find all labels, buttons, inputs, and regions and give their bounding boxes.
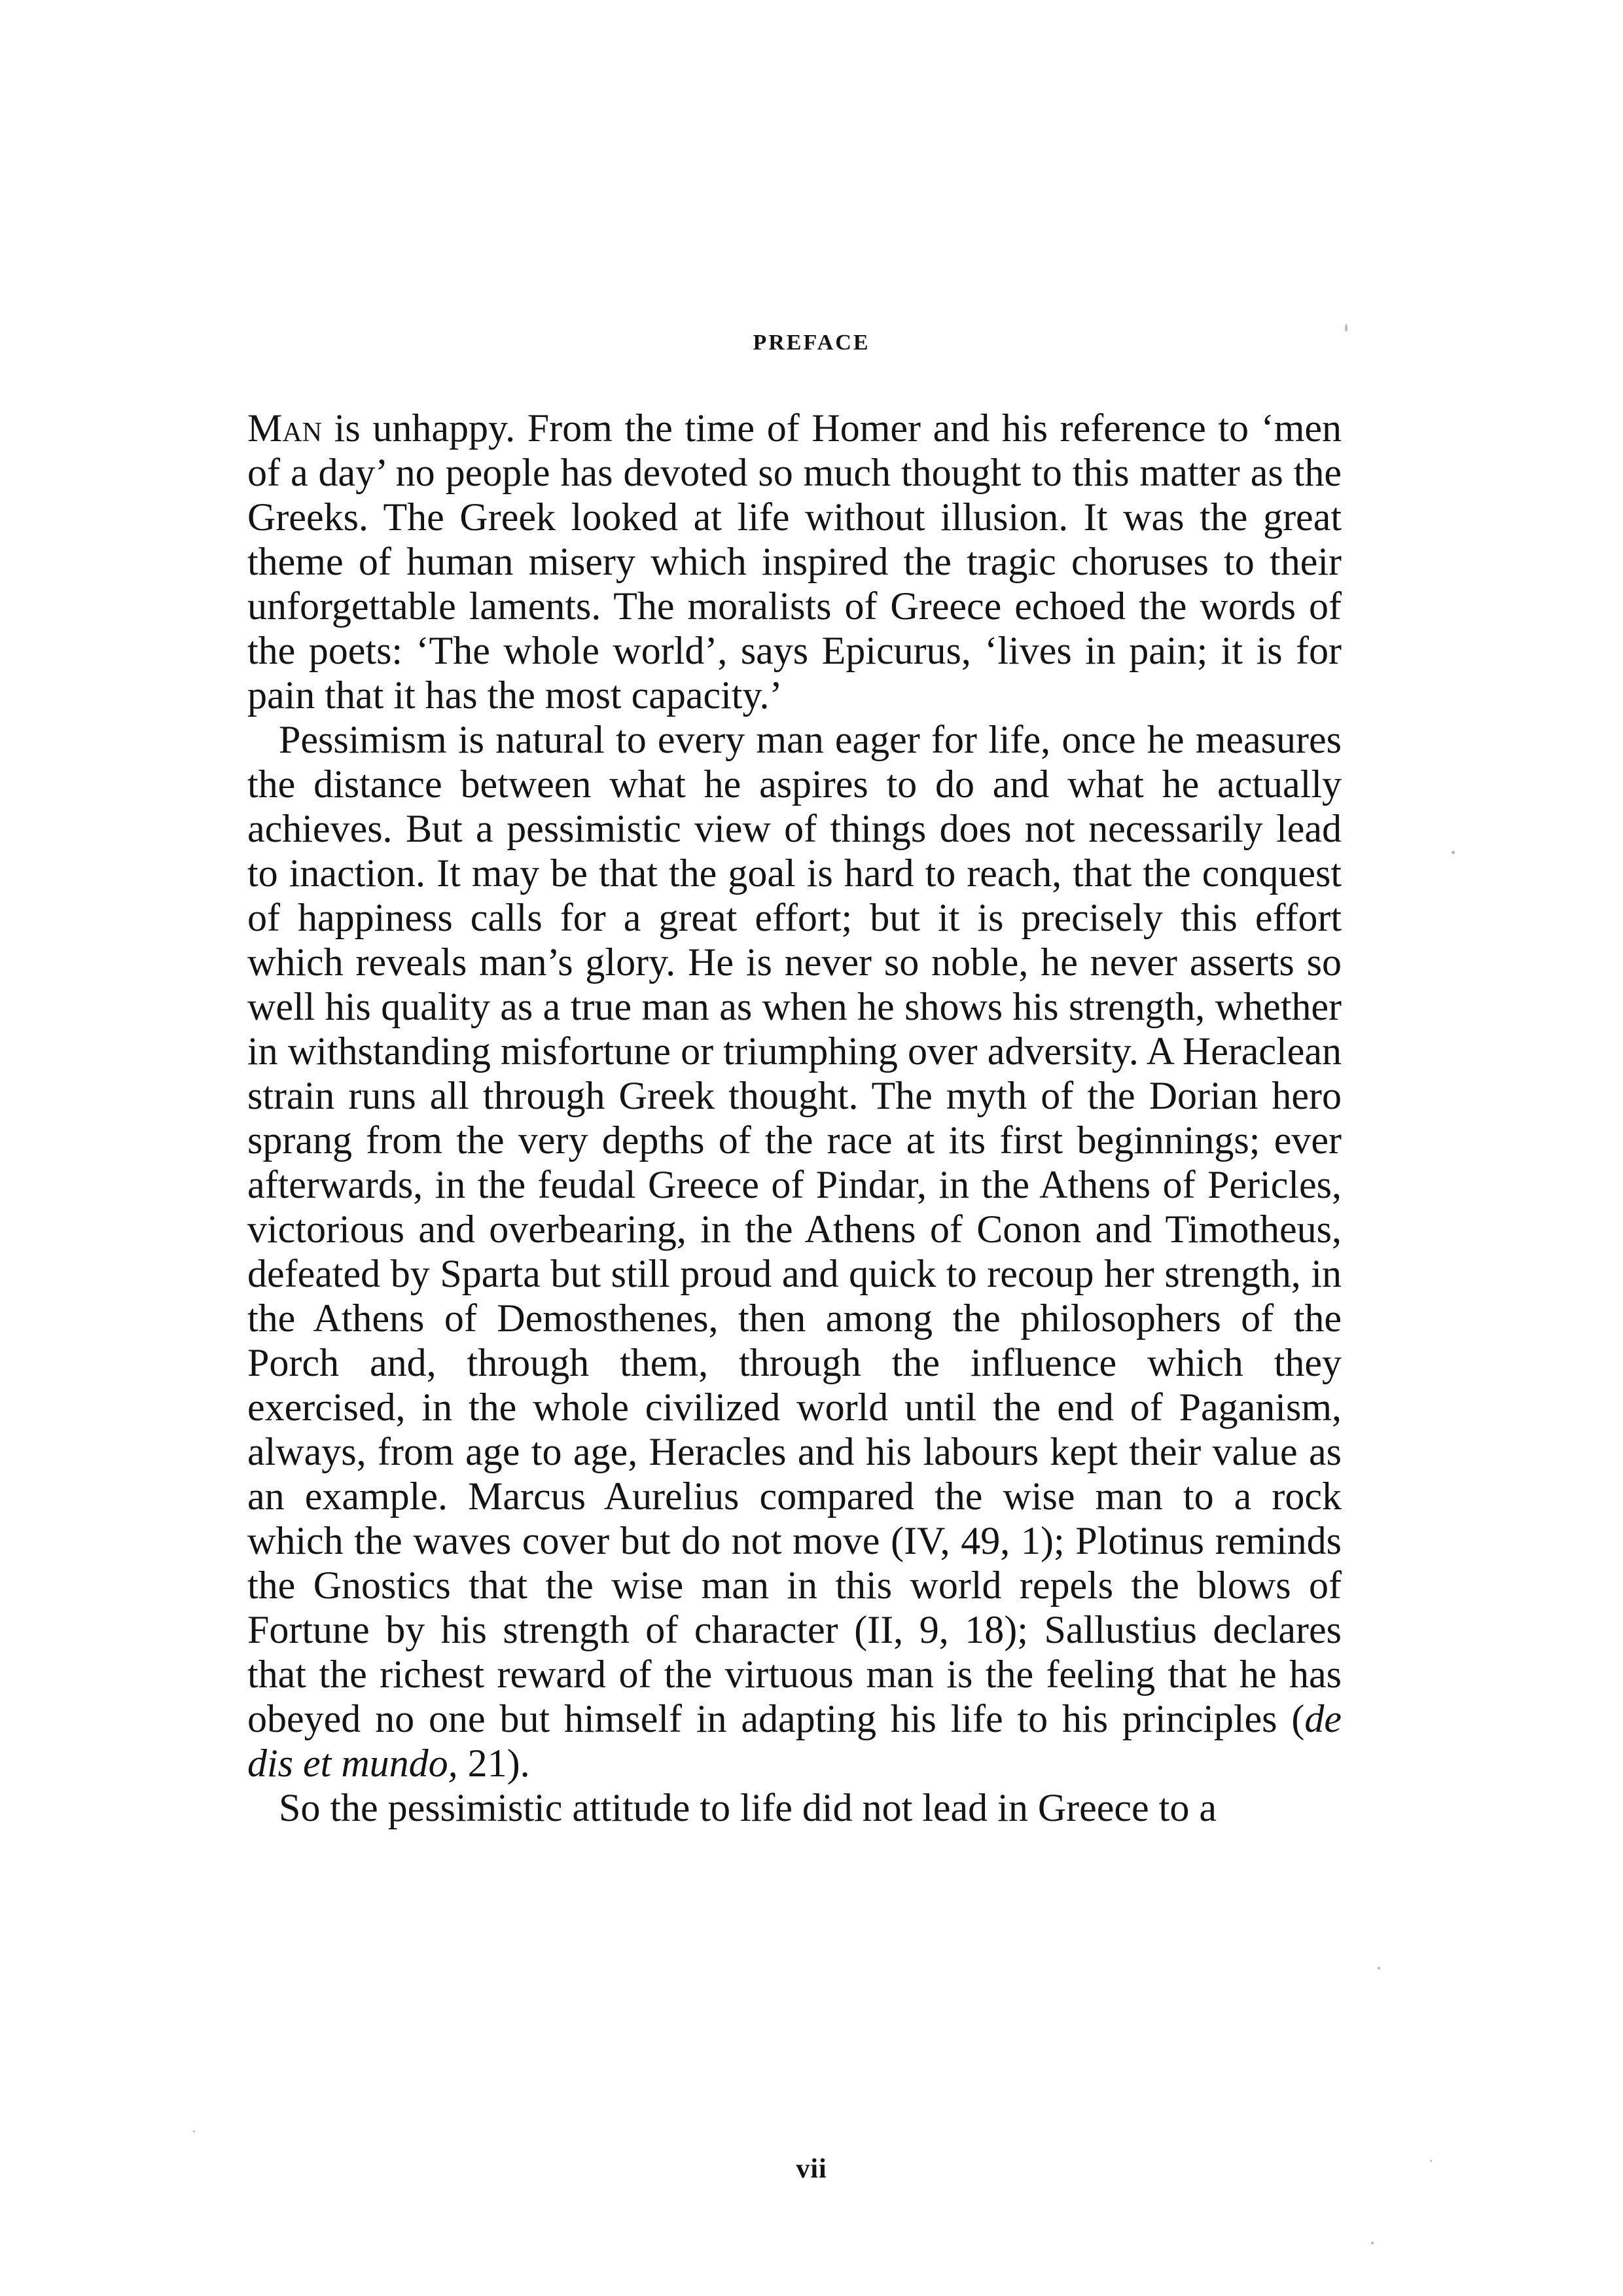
paragraph-2-text: Pessimism is natural to every man eager for life, once he measures the distance between what he aspires to do and what he actually achieves. But a pessimistic view of things does not necessarily lead to inaction. It may be that the goal is hard to reach, that the conquest of happiness calls for a great effort; but it is precisely this effort which reveals man’s glory. He is never so noble, he never asserts so well his quality as a true man as when he shows his strength, whether in withstanding misfortune or triumphing over adversity. A Heraclean strain runs all through Greek thought. The myth of the Dorian hero sprang from the very depths of the race at its first beginnings; ever afterwards, in the feudal Greece of Pindar, in the Athens of Pericles, victorious and overbearing, in the Athens of Conon and Timotheus, defeated by Sparta but still proud and quick to recoup her strength, in the Athens of Demosthenes, then among the philosophers of the Porch and, through them, through the influence which they exercised, in the whole civilized world until the end of Paganism, always, from age to age, Heracles and his labours kept their value as an example. Marcus Aurelius compared the wise man to a rock which the waves cover but do not move (IV, 49, 1); Plotinus reminds the Gnostics that the wise man in this world repels the blows of Fortune by his strength of character (II, 9, 18); Sallustius declares that the richest reward of the virtuous man is the feeling that he has obeyed no one but himself in adapting his life to his principles ( (247, 718, 1342, 1740)
paragraph-1-text: is unhappy. From the time of Homer and his reference to ‘men of a day’ no people has devoted so much thought to this matter as the Greeks. The Greek looked at life without illusion. It was the great theme of human misery which inspired the tragic choruses to their unforgettable laments. The moralists of Greece echoed the words of the poets: ‘The whole world’, says Epicurus, ‘lives in pain; it is for pain that it has the most capacity.’ (247, 406, 1342, 717)
paragraph-3-text: So the pessimistic attitude to life did not lead in Greece to a (279, 1786, 1217, 1829)
paragraph-lead-word: Man (247, 406, 323, 450)
paragraph-1 (247, 406, 1342, 717)
scan-speck (1430, 2160, 1432, 2162)
body-text (247, 406, 1342, 1830)
scan-speck (1371, 2242, 1374, 2244)
paragraph-2 (247, 717, 1342, 1785)
scan-speck (1378, 1967, 1380, 1969)
paragraph-2-italic-title: de dis et mundo, (247, 1697, 1342, 1785)
scan-speck (193, 2130, 195, 2132)
paragraph-3 (247, 1785, 1342, 1830)
paragraph-2-closing: 21). (457, 1742, 530, 1785)
running-head: PREFACE (753, 331, 870, 355)
scan-speck (1345, 324, 1347, 332)
page-number: vii (796, 2154, 827, 2184)
scan-speck (1452, 851, 1455, 854)
